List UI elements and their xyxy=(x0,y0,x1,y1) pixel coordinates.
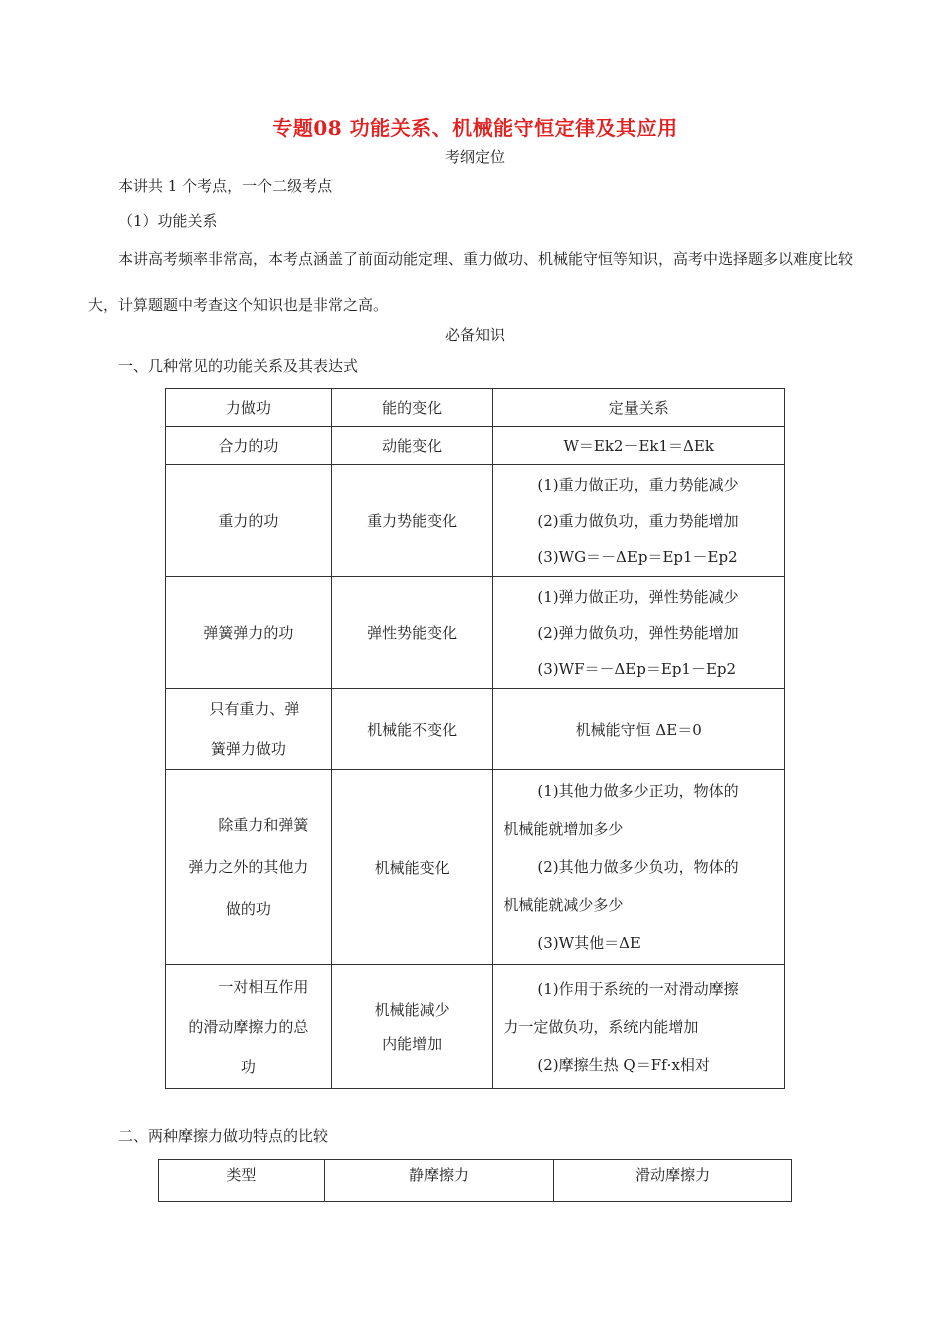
relation-line: (1)其他力做多少正功，物体的 xyxy=(537,782,739,800)
intro-text: 本讲共 1 个考点，一个二级考点 xyxy=(118,177,333,195)
page-title: 专题08 功能关系、机械能守恒定律及其应用 xyxy=(272,116,678,140)
cell-change: 动能变化 xyxy=(331,427,493,465)
table-row xyxy=(166,427,785,465)
force-line: 一对相互作用 xyxy=(218,977,309,996)
friction-comparison-table xyxy=(158,1159,792,1202)
relation-line: (1)作用于系统的一对滑动摩擦 xyxy=(537,979,739,998)
table-row xyxy=(166,770,785,965)
force-line: 弹力之外的其他力 xyxy=(188,858,309,876)
relation-line: (3)WF＝－ΔEp＝Ep1－Ep2 xyxy=(537,659,737,678)
force-line: 簧弹力做功 xyxy=(210,740,286,758)
relation-line: (2)其他力做多少负功，物体的 xyxy=(537,858,739,876)
force-line: 只有重力、弹 xyxy=(209,700,300,718)
force-line: 除重力和弹簧 xyxy=(218,816,309,834)
table-header-row xyxy=(159,1160,792,1202)
function-energy-table xyxy=(165,388,785,1089)
relation-line: (3)W其他＝ΔE xyxy=(537,934,641,952)
header-relation: 定量关系 xyxy=(493,389,785,427)
force-line: 做的功 xyxy=(225,900,271,918)
header-static-friction: 静摩擦力 xyxy=(324,1160,554,1202)
change-line: 内能增加 xyxy=(382,1034,443,1053)
table-row xyxy=(166,965,785,1089)
table-row xyxy=(166,689,785,770)
cell-change: 机械能不变化 xyxy=(331,689,493,770)
table-row xyxy=(166,577,785,689)
relation-line: 力一定做负功，系统内能增加 xyxy=(503,1017,699,1036)
cell-force: 弹簧弹力的功 xyxy=(166,577,332,689)
cell-change: 重力势能变化 xyxy=(331,465,493,577)
cell-force xyxy=(166,689,332,770)
header-energy-change: 能的变化 xyxy=(331,389,493,427)
heading-syllabus: 考纲定位 xyxy=(444,148,505,166)
cell-relation xyxy=(493,965,785,1089)
table-header-row xyxy=(166,389,785,427)
cell-force xyxy=(166,770,332,965)
cell-relation: W＝Ek2－Ek1＝ΔEk xyxy=(493,427,785,465)
relation-line: (2)弹力做负功，弹性势能增加 xyxy=(537,623,739,642)
change-line: 机械能减少 xyxy=(374,1000,450,1019)
cell-relation xyxy=(493,577,785,689)
relation-line: (2)重力做负功，重力势能增加 xyxy=(537,511,739,530)
cell-force: 合力的功 xyxy=(166,427,332,465)
force-line: 功 xyxy=(240,1057,256,1076)
cell-change xyxy=(331,965,493,1089)
cell-relation xyxy=(493,770,785,965)
relation-line: (1)重力做正功，重力势能减少 xyxy=(537,475,739,494)
header-type: 类型 xyxy=(159,1160,325,1202)
cell-force xyxy=(166,965,332,1089)
section-1-title: 一、几种常见的功能关系及其表达式 xyxy=(118,357,359,375)
relation-line: 机械能就减少多少 xyxy=(503,896,624,914)
section-2-title: 二、两种摩擦力做功特点的比较 xyxy=(118,1127,329,1145)
force-line: 的滑动摩擦力的总 xyxy=(188,1017,309,1036)
cell-force: 重力的功 xyxy=(166,465,332,577)
relation-line: (1)弹力做正功，弹性势能减少 xyxy=(537,587,739,606)
heading-knowledge: 必备知识 xyxy=(444,326,505,344)
relation-line: (3)WG＝－ΔEp＝Ep1－Ep2 xyxy=(537,547,738,566)
point-1: （1）功能关系 xyxy=(118,212,218,230)
relation-line: 机械能就增加多少 xyxy=(503,820,624,838)
relation-line: (2)摩擦生热 Q＝Ff·x相对 xyxy=(537,1055,710,1074)
cell-change: 机械能变化 xyxy=(331,770,493,965)
cell-change: 弹性势能变化 xyxy=(331,577,493,689)
table-row xyxy=(166,465,785,577)
header-kinetic-friction: 滑动摩擦力 xyxy=(554,1160,792,1202)
cell-relation: 机械能守恒 ΔE＝0 xyxy=(493,689,785,770)
description-paragraph: 本讲高考频率非常高，本考点涵盖了前面动能定理、重力做功、机械能守恒等知识，高考中选择题多以难度比较大，计算题题中考查这个知识也是非常之高。 xyxy=(88,250,854,314)
header-force: 力做功 xyxy=(166,389,332,427)
cell-relation xyxy=(493,465,785,577)
